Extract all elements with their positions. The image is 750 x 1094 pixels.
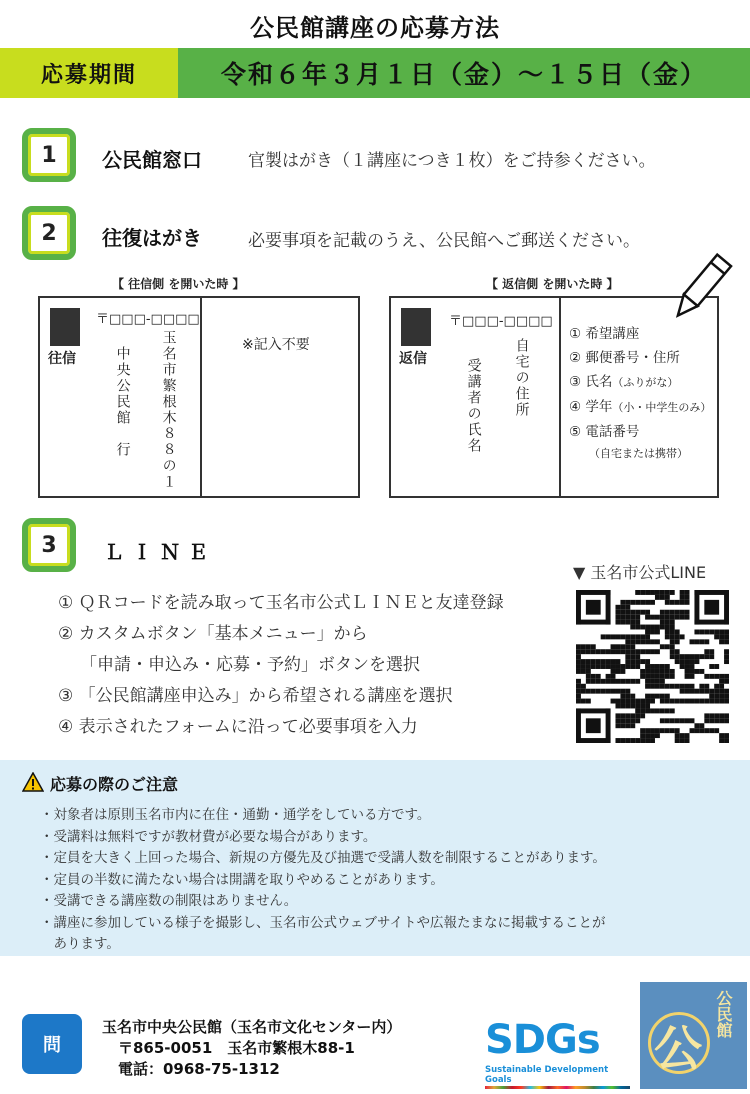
contact-address: 〒865-0051 玉名市繁根木88-1 <box>118 1039 355 1057</box>
outgoing-recipient: 中央公民館 行 <box>114 346 131 458</box>
outgoing-right-text: ※記入不要 <box>242 337 310 353</box>
card-divider <box>559 298 561 496</box>
kominkan-logo-text: 公民館 <box>714 990 733 1038</box>
notice-item: ・受講料は無料ですが教材費が必要な場合があります。 <box>40 828 377 845</box>
qr-code[interactable] <box>575 590 730 743</box>
kominkan-logo <box>640 982 747 1089</box>
outgoing-card-caption: 【 往信側 を開いた時 】 <box>112 277 245 291</box>
card-divider <box>200 298 202 496</box>
period-bar <box>0 48 750 98</box>
method-3-title: ＬＩＮＥ <box>104 540 216 564</box>
reply-name: 受講者の氏名 <box>465 358 482 454</box>
kominkan-logo-mark: 公 <box>654 1021 703 1077</box>
notice-title: 応募の際のご注意 <box>50 775 179 794</box>
reply-item: ③ 氏名（ふりがな） <box>569 374 679 390</box>
qr-label: ▼ 玉名市公式LINE <box>573 563 707 582</box>
outgoing-card <box>38 296 360 498</box>
reply-postal: 〒□□□-□□□□ <box>449 314 553 329</box>
reply-item-note: （自宅または携帯） <box>589 447 688 460</box>
sdgs-logo <box>485 1015 630 1085</box>
notice-item: ・講座に参加している様子を撮影し、玉名市公式ウェブサイトや広報たまなに掲載することが <box>40 914 606 931</box>
method-2-desc: 必要事項を記載のうえ、公民館へご郵送ください。 <box>248 231 641 251</box>
notice-item: ・定員を大きく上回った場合、新規の方優先及び抽選で受講人数を制限することがあります。 <box>40 850 606 866</box>
period-label: 応募期間 <box>0 48 178 98</box>
method-1-badge: 1 <box>22 128 76 182</box>
outgoing-postal: 〒□□□-□□□□ <box>96 312 200 327</box>
sdgs-sub: Sustainable Development Goals <box>485 1065 609 1085</box>
warning-icon <box>22 772 44 792</box>
page-title: 公民館講座の応募方法 <box>250 14 500 42</box>
reply-address: 自宅の住所 <box>513 338 530 418</box>
line-step: ① ＱＲコードを読み取って玉名市公式ＬＩＮＥと友達登録 <box>58 593 504 613</box>
method-2-badge: 2 <box>22 206 76 260</box>
period-value: 令和６年３月１日（金）～１５日（金） <box>178 48 750 98</box>
reply-side-label: 返信 <box>399 351 427 367</box>
notice-item: あります。 <box>40 936 120 952</box>
notice-item: ・対象者は原則玉名市内に在住・通勤・通学をしている方です。 <box>40 807 431 823</box>
reply-card-caption: 【 返信側 を開いた時 】 <box>486 277 619 291</box>
pencil-icon <box>668 250 734 326</box>
contact-phone: 電話：0968-75-1312 <box>118 1060 280 1078</box>
notice-items <box>40 805 606 956</box>
contact-name: 玉名市中央公民館（玉名市文化センター内） <box>102 1018 402 1036</box>
method-1-title: 公民館窓口 <box>102 148 202 172</box>
reply-item-note: （小・中学生のみ） <box>612 401 712 414</box>
outgoing-address: 玉名市繁根木８８の１ <box>160 330 177 490</box>
sdgs-logo-text: SDGs <box>485 1017 600 1063</box>
line-step: ② カスタムボタン「基本メニュー」から <box>58 624 368 644</box>
stamp-box <box>401 308 431 346</box>
reply-item: ④ 学年（小・中学生のみ） <box>569 399 712 415</box>
method-3-badge: 3 <box>22 518 76 572</box>
reply-item: ② 郵便番号・住所 <box>569 350 680 366</box>
reply-card <box>389 296 719 498</box>
reply-item: ① 希望講座 <box>569 326 640 342</box>
stamp-box <box>50 308 80 346</box>
reply-items <box>569 322 711 464</box>
reply-item: ⑤ 電話番号 <box>569 424 640 440</box>
sdgs-color-bar <box>485 1086 630 1089</box>
contact-icon: 問 <box>22 1014 82 1074</box>
line-step: ③ 「公民館講座申込み」から希望される講座を選択 <box>58 686 453 706</box>
reply-item-note: （ふりがな） <box>612 376 679 389</box>
notice-section <box>0 760 750 956</box>
line-step: ④ 表示されたフォームに沿って必要事項を入力 <box>58 717 418 737</box>
notice-item: ・定員の半数に満たない場合は開講を取りやめることがあります。 <box>40 871 444 888</box>
outgoing-side-label: 往信 <box>48 351 76 367</box>
notice-item: ・受講できる講座数の制限はありません。 <box>40 893 298 909</box>
line-step: 「申請・申込み・応募・予約」ボタンを選択 <box>80 655 420 675</box>
method-2-title: 往復はがき <box>102 226 202 250</box>
method-1-desc: 官製はがき（１講座につき１枚）をご持参ください。 <box>248 151 656 171</box>
line-steps <box>58 588 504 743</box>
